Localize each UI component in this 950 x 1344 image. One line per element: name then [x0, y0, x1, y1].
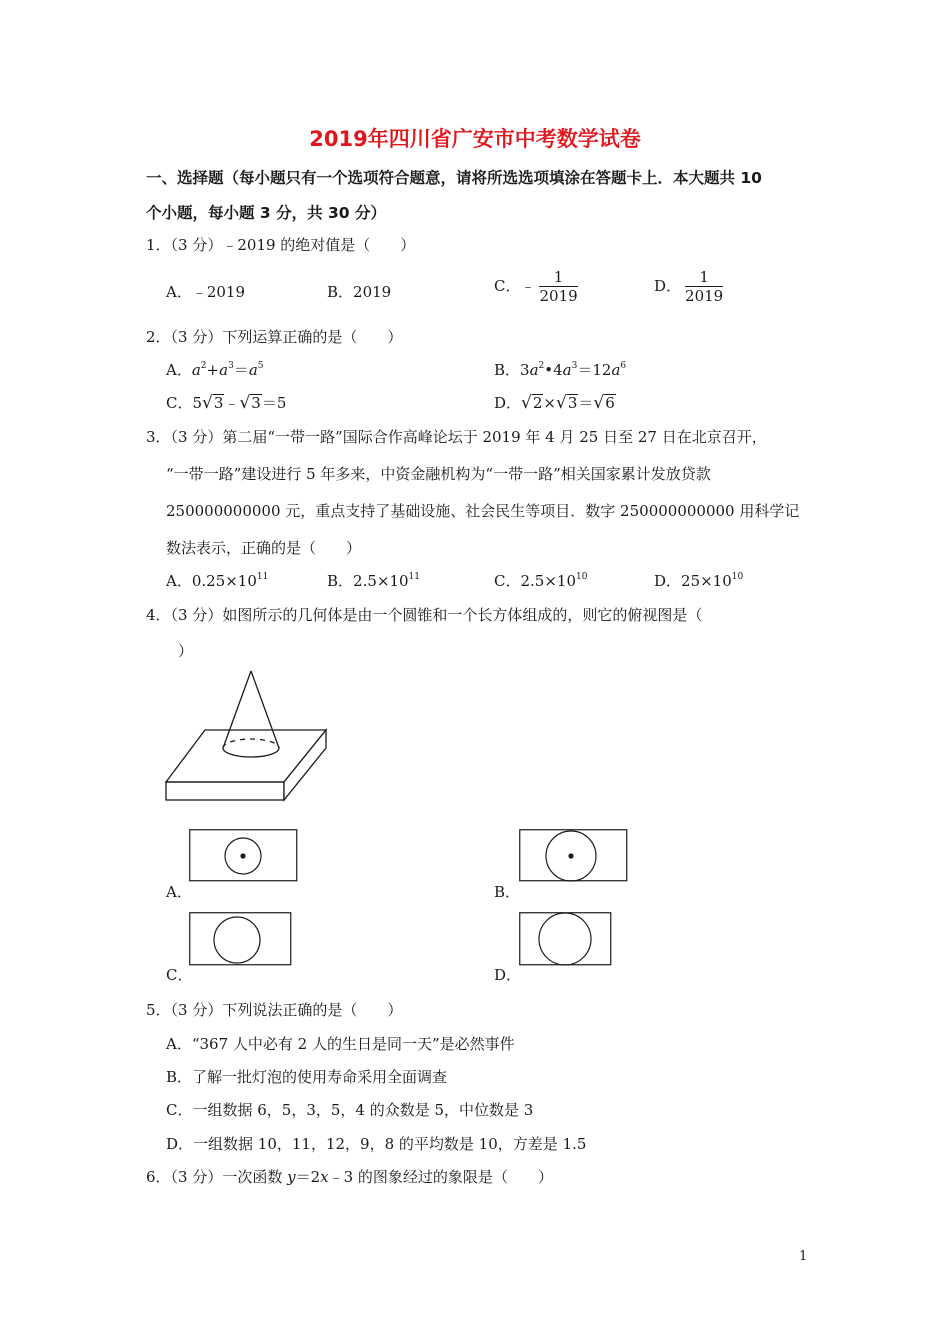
section-heading-line2: 个小题，每小题 3 分，共 30 分）: [146, 204, 386, 222]
variable: a: [191, 361, 201, 379]
variable: a: [219, 361, 229, 379]
question-6-prefix: 6．（3 分）一次函数: [146, 1168, 288, 1186]
question-1-option-c: [494, 269, 578, 305]
question-5-option-b: B．了解一批灯泡的使用寿命采用全面调查: [166, 1068, 448, 1086]
question-4-option-a-label: A．: [166, 883, 192, 901]
option-d-rect-circle-figure: [519, 912, 613, 967]
fraction-denominator: 2019: [539, 287, 578, 305]
question-5-option-a: A．“367 人中必有 2 人的生日是同一天”是必然事件: [166, 1035, 515, 1053]
question-1-option-a: A．﹣2019: [166, 283, 246, 301]
question-4-line1: 4．（3 分）如图所示的几何体是由一个圆锥和一个长方体组成的，则它的俯视图是（: [146, 606, 703, 624]
question-5-stem: 5．（3 分）下列说法正确的是（ ）: [146, 1001, 403, 1019]
exponent: 2: [200, 361, 207, 371]
operator: ﹣: [224, 394, 240, 412]
exponent: 11: [408, 572, 420, 582]
option-c-prefix: C．﹣: [494, 277, 536, 295]
option-c-rect-circle-figure: [189, 912, 293, 967]
radicand: 3: [251, 394, 261, 412]
coefficient: 3: [520, 361, 530, 379]
page-title: 2019年四川省广安市中考数学试卷: [309, 127, 641, 151]
question-6-stem: [146, 1166, 553, 1187]
question-1-stem: 1．（3 分）﹣2019 的绝对值是（ ）: [146, 236, 416, 254]
question-2-option-b: [494, 359, 626, 380]
exponent: 2: [538, 361, 545, 371]
fraction-denominator: 2019: [685, 287, 724, 305]
option-label: D．: [494, 394, 522, 412]
question-3-option-a: [166, 570, 268, 591]
question-3-option-c: [494, 570, 587, 591]
section-heading-line1: 一、选择题（每小题只有一个选项符合题意，请将所选选项填涂在答题卡上．本大题共 10: [146, 169, 762, 187]
option-text: B．2.5×10: [327, 572, 409, 590]
variable: a: [611, 361, 621, 379]
question-4-option-c-label: C．: [166, 966, 193, 984]
question-4-option-b-label: B．: [494, 883, 521, 901]
question-4-line2: ）: [178, 642, 194, 660]
coefficient: 5: [192, 394, 203, 412]
radical-sign-icon: √: [593, 393, 605, 413]
option-a-rect-circle-dot-figure: [189, 829, 299, 883]
operator: ×: [543, 394, 556, 412]
question-4-option-d-label: D．: [494, 966, 522, 984]
exponent: 11: [256, 572, 269, 582]
question-2-stem: 2．（3 分）下列运算正确的是（ ）: [146, 328, 403, 346]
question-5-option-d: D．一组数据 10，11，12，9，8 的平均数是 10，方差是 1.5: [166, 1135, 587, 1153]
option-label: B．: [494, 361, 521, 379]
fraction-numerator: 1: [539, 269, 577, 287]
exponent: 10: [731, 572, 744, 582]
question-3-line2: “一带一路”建设进行 5 年多来，中资金融机构为“一带一路”相关国家累计发放贷款: [166, 465, 711, 483]
fraction-numerator: 1: [685, 269, 723, 287]
option-text: C．2.5×10: [494, 572, 576, 590]
option-d-prefix: D．: [654, 277, 682, 295]
exponent: 10: [576, 572, 588, 582]
question-3-option-d: [654, 570, 743, 591]
question-3-line3: 250000000000 元，重点支持了基础设施、社会民生等项目．数字 250000000000 用科学记: [166, 502, 800, 520]
fraction: [539, 269, 577, 305]
variable: y: [287, 1168, 296, 1186]
radicand: 3: [567, 394, 578, 412]
question-2-option-a: [166, 359, 264, 380]
question-1-option-d: [654, 269, 723, 305]
radical-sign-icon: √: [202, 393, 213, 413]
question-2-option-c: [166, 392, 286, 413]
page-number: 1: [799, 1249, 808, 1264]
question-3-line4: 数法表示，正确的是（ ）: [166, 539, 362, 557]
operator: ＝: [578, 394, 594, 412]
variable: a: [248, 361, 258, 379]
option-label: C．: [166, 394, 193, 412]
variable: x: [320, 1168, 329, 1186]
operator: ＝: [233, 361, 249, 379]
option-b-rect-circle-dot-figure: [519, 829, 629, 883]
option-text: D．25×10: [654, 572, 732, 590]
radicand: 3: [213, 394, 224, 412]
cone-on-cuboid-figure: [160, 668, 335, 804]
operator: ＝5: [261, 394, 287, 412]
radical-sign-icon: √: [239, 393, 251, 413]
exponent: 6: [620, 361, 627, 371]
question-6-suffix: ﹣3 的图象经过的象限是（ ）: [328, 1168, 553, 1186]
question-3-line1: 3．（3 分）第二届“一带一路”国际合作高峰论坛于 2019 年 4 月 25 日至 27 日在北京召开，: [146, 428, 767, 446]
exponent: 3: [571, 361, 578, 371]
exponent: 3: [228, 361, 234, 371]
question-3-option-b: [327, 570, 420, 591]
operator: ＝2: [295, 1168, 321, 1186]
option-label: A．: [166, 361, 192, 379]
operator: +: [206, 361, 220, 379]
question-5-option-c: C．一组数据 6，5，3，5，4 的众数是 5，中位数是 3: [166, 1101, 534, 1119]
question-1-option-b: B．2019: [327, 283, 392, 301]
coefficient: •4: [544, 361, 563, 379]
variable: a: [562, 361, 572, 379]
option-text: A．0.25×10: [166, 572, 257, 590]
variable: a: [529, 361, 539, 379]
radicand: 2: [532, 394, 543, 412]
radical-sign-icon: √: [521, 393, 532, 413]
operator: ＝12: [577, 361, 612, 379]
exponent: 5: [257, 361, 264, 371]
fraction: [685, 269, 723, 305]
radicand: 6: [605, 394, 615, 412]
radical-sign-icon: √: [556, 393, 567, 413]
question-2-option-d: [494, 392, 616, 413]
